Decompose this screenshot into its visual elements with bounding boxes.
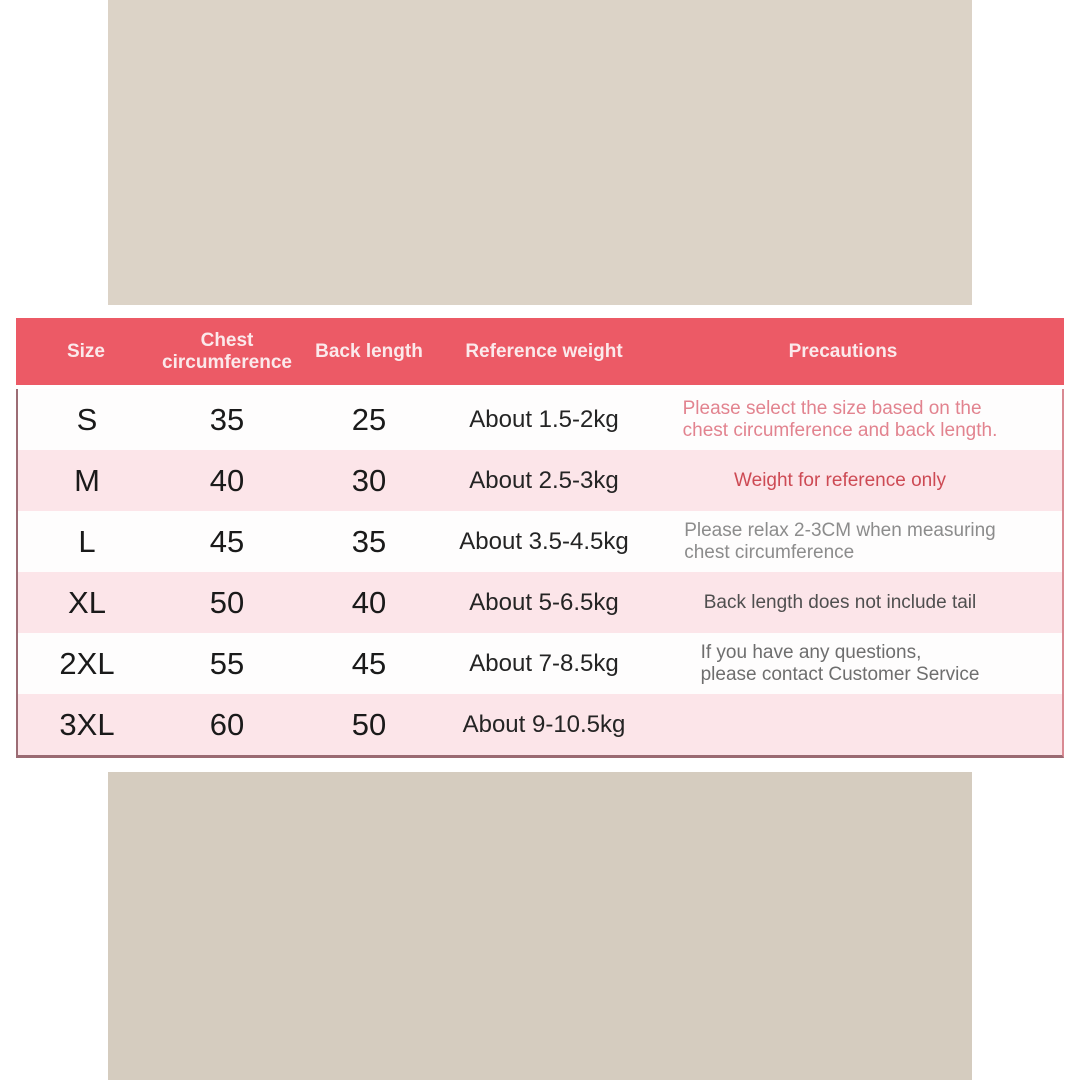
precaution-cell	[648, 642, 1062, 686]
precaution-cell	[648, 592, 1062, 614]
precaution-text: Weight for reference only	[734, 469, 946, 491]
size-cell: L	[78, 523, 96, 559]
table-row-s	[18, 389, 1062, 450]
header-chest-circumference: Chest circumference	[162, 330, 292, 373]
size-cell: 3XL	[59, 706, 115, 742]
size-cell: XL	[68, 584, 106, 620]
precaution-cell	[648, 520, 1062, 564]
weight-cell: About 9-10.5kg	[462, 710, 626, 738]
weight-cell: About 3.5-4.5kg	[459, 527, 629, 555]
header-size: Size	[66, 340, 106, 362]
table-header-row	[16, 318, 1064, 385]
header-reference-weight: Reference weight	[465, 340, 623, 362]
back-length-cell: 30	[351, 462, 387, 498]
table-row-3xl	[18, 694, 1062, 755]
chest-cell: 60	[209, 706, 245, 742]
back-length-cell: 45	[351, 645, 387, 681]
header-precautions: Precautions	[788, 340, 898, 362]
precaution-cell	[648, 398, 1062, 442]
chest-cell: 40	[209, 462, 245, 498]
table-row-m	[18, 450, 1062, 511]
size-cell: S	[76, 401, 98, 437]
table-body	[16, 389, 1064, 758]
top-beige-panel	[108, 0, 972, 305]
weight-cell: About 5-6.5kg	[469, 588, 619, 616]
precaution-text: Please relax 2-3CM when measuring chest circumference	[684, 519, 996, 563]
size-cell: 2XL	[59, 645, 115, 681]
size-cell: M	[74, 462, 100, 498]
size-chart-table	[16, 318, 1064, 758]
precaution-text: Please select the size based on the chest circumference and back length.	[682, 397, 998, 441]
back-length-cell: 50	[351, 706, 387, 742]
header-back-length: Back length	[315, 340, 423, 362]
weight-cell: About 1.5-2kg	[469, 405, 619, 433]
table-row-xl	[18, 572, 1062, 633]
back-length-cell: 40	[351, 584, 387, 620]
weight-cell: About 7-8.5kg	[469, 649, 619, 677]
precaution-cell	[648, 470, 1062, 492]
back-length-cell: 35	[351, 523, 387, 559]
weight-cell: About 2.5-3kg	[469, 466, 619, 494]
bottom-beige-panel	[108, 772, 972, 1080]
table-row-l	[18, 511, 1062, 572]
chest-cell: 45	[209, 523, 245, 559]
chest-cell: 55	[209, 645, 245, 681]
table-row-2xl	[18, 633, 1062, 694]
precaution-text: Back length does not include tail	[703, 591, 977, 613]
precaution-text: If you have any questions, please contact Customer Service	[700, 641, 980, 685]
chest-cell: 35	[209, 401, 245, 437]
chest-cell: 50	[209, 584, 245, 620]
back-length-cell: 25	[351, 401, 387, 437]
